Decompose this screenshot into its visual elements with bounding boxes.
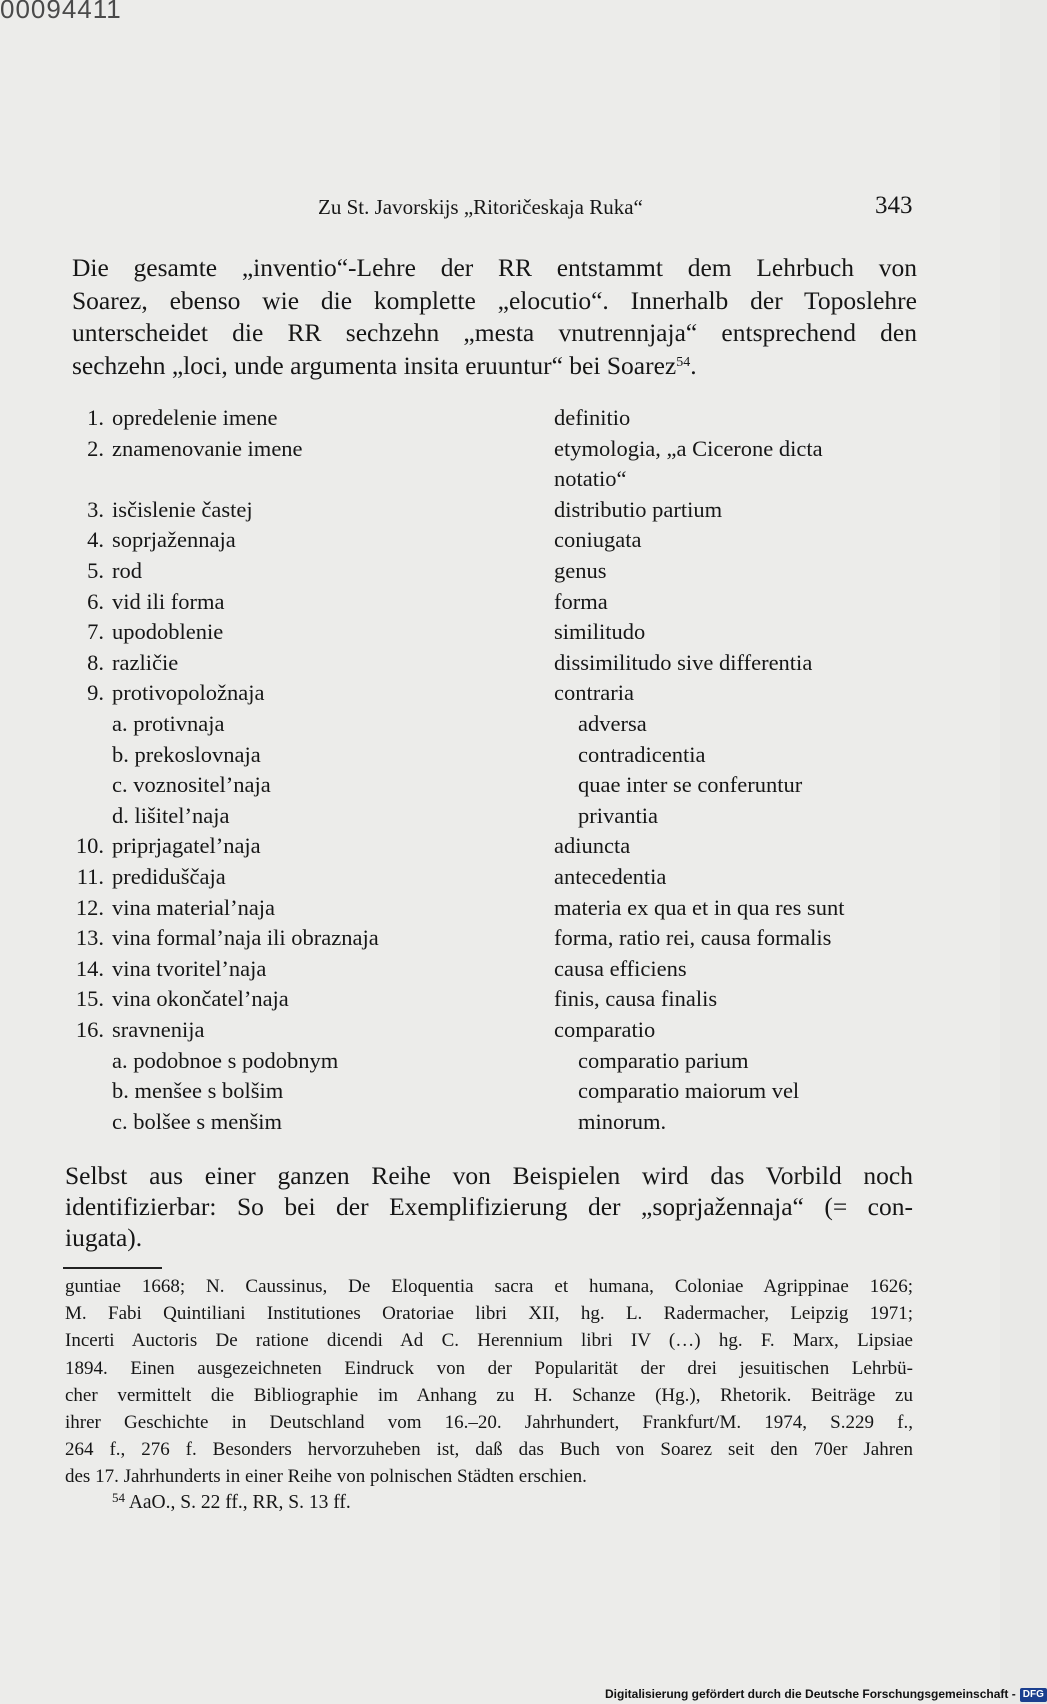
- footnote-line: M. Fabi Quintiliani Institutiones Oratoriae libri XII, hg. L. Radermacher, Leipzig 1971;: [65, 1303, 913, 1325]
- topos-row: [0, 680, 1000, 710]
- topos-number: 5.: [87, 558, 104, 583]
- topos-russian-term: a. podobnoe s podobnym: [112, 1047, 339, 1073]
- text-line: identifizierbar: So bei der Exemplifizierung der „soprjažennaja“ (= con-: [65, 1192, 913, 1221]
- scan-id-stamp: 00094411: [0, 0, 122, 24]
- topos-latin-term: materia ex qua et in qua res sunt: [554, 894, 845, 920]
- topos-number: 10.: [75, 833, 104, 859]
- topos-row: [0, 895, 1000, 925]
- footnote-marker: 54: [112, 1490, 125, 1505]
- topos-latin-term: causa efficiens: [554, 955, 687, 981]
- intro-paragraph: [72, 252, 917, 382]
- footnote-text: AaO., S. 22 ff., RR, S. 13 ff.: [128, 1492, 351, 1513]
- topos-russian-term: prediduščaja: [112, 864, 226, 889]
- topos-number: 8.: [87, 649, 104, 675]
- topos-latin-term: comparatio parium: [578, 1047, 749, 1073]
- topos-latin-term: forma: [554, 588, 608, 614]
- topos-row: [0, 1017, 1000, 1047]
- topos-russian-term: opredelenie imene: [112, 405, 278, 430]
- topos-latin-term: forma, ratio rei, causa formalis: [554, 925, 832, 951]
- topos-latin-term: minorum.: [578, 1108, 667, 1134]
- topos-number: 16.: [75, 1017, 104, 1042]
- topos-row: [0, 833, 1000, 863]
- topos-row: [0, 803, 1000, 833]
- funding-note: Digitalisierung gefördert durch die Deutsche Forschungsgemeinschaft -: [605, 1687, 1016, 1701]
- text-line: Soarez, ebenso wie die komplette „elocutio“. Innerhalb der Toposlehre: [72, 285, 917, 315]
- running-title: Zu St. Javorskijs „Ritoričeskaja Ruka“: [318, 195, 643, 219]
- topos-russian-term: različie: [112, 649, 179, 675]
- topos-latin-term: quae inter se conferuntur: [578, 772, 803, 798]
- topos-latin-term: distributio partium: [554, 496, 723, 522]
- topos-russian-term: rod: [112, 558, 142, 583]
- topos-latin-term: etymologia, „a Cicerone dicta: [554, 435, 823, 461]
- topos-row: [0, 436, 1000, 466]
- topos-row: [0, 466, 1000, 496]
- text-line: iugata).: [65, 1223, 143, 1252]
- footnote-separator: [63, 1267, 162, 1269]
- topos-russian-term: sravnenija: [112, 1017, 205, 1042]
- topos-latin-term: adversa: [578, 711, 647, 736]
- topos-row: [0, 1109, 1000, 1139]
- topos-latin-term: adiuncta: [554, 833, 631, 859]
- topos-latin-term: comparatio: [554, 1017, 656, 1042]
- topos-number: 7.: [87, 619, 104, 645]
- topos-number: 14.: [75, 955, 104, 981]
- topos-russian-term: d. lišitel’naja: [112, 802, 230, 828]
- topos-russian-term: znamenovanie imene: [112, 435, 303, 461]
- topos-russian-term: b. menšee s bolšim: [112, 1078, 284, 1104]
- topos-row: [0, 986, 1000, 1016]
- topos-row: [0, 527, 1000, 557]
- text-line: Selbst aus einer ganzen Reihe von Beispielen wird das Vorbild noch: [65, 1161, 913, 1190]
- closing-paragraph: [65, 1160, 913, 1253]
- text-line-body: sechzehn „loci, unde argumenta insita eruuntur“ bei Soarez: [72, 350, 677, 380]
- funding-footer: [605, 1684, 1044, 1704]
- topos-latin-term: definitio: [554, 405, 631, 430]
- topos-russian-term: vina okončatel’naja: [112, 986, 289, 1012]
- topos-latin-term: contraria: [554, 680, 634, 706]
- topos-number: 9.: [87, 680, 104, 706]
- topos-number: 12.: [75, 894, 104, 920]
- topos-latin-term: antecedentia: [554, 864, 667, 889]
- topos-row: [0, 742, 1000, 772]
- topos-russian-term: c. bolšee s menšim: [112, 1108, 282, 1134]
- topos-number: 6.: [87, 588, 104, 614]
- topos-latin-term: coniugata: [554, 527, 642, 553]
- topos-number: 15.: [75, 986, 104, 1012]
- topos-latin-term: contradicentia: [578, 741, 706, 767]
- footnote-line: ihrer Geschichte in Deutschland vom 16.–20. Jahrhundert, Frankfurt/M. 1974, S.229 f.,: [65, 1412, 913, 1434]
- text-line: Die gesamte „inventio“-Lehre der RR entstammt dem Lehrbuch von: [72, 253, 917, 282]
- topos-russian-term: c. voznositel’naja: [112, 772, 271, 798]
- footnote-line: Incerti Auctoris De ratione dicendi Ad C. Herennium libri IV (…) hg. F. Marx, Lipsiae: [65, 1330, 913, 1352]
- topos-russian-term: vid ili forma: [112, 588, 225, 614]
- topos-row: [0, 405, 1000, 435]
- footnote-54: [112, 1492, 351, 1514]
- topos-russian-term: b. prekoslovnaja: [112, 741, 261, 767]
- topos-row: [0, 1078, 1000, 1108]
- footnote-line: 264 f., 276 f. Besonders hervorzuheben ist, daß das Buch von Soarez seit den 70er Jahren: [65, 1439, 913, 1461]
- topos-row: [0, 650, 1000, 680]
- footnote-line: guntiae 1668; N. Caussinus, De Eloquentia sacra et humana, Coloniae Agrippinae 1626;: [65, 1276, 913, 1297]
- topos-latin-term: genus: [554, 558, 607, 583]
- page-number: 343: [875, 192, 913, 219]
- topos-row: [0, 772, 1000, 802]
- topos-number: 2.: [87, 435, 104, 461]
- footnote-line: des 17. Jahrhunderts in einer Reihe von polnischen Städten erschien.: [65, 1466, 587, 1488]
- footnote-reference: 54: [676, 354, 691, 370]
- topos-latin-term: privantia: [578, 802, 658, 828]
- dfg-logo-icon: DFG: [1020, 1688, 1047, 1702]
- topos-latin-term: notatio“: [554, 466, 627, 492]
- topos-russian-term: vina tvoritel’naja: [112, 955, 267, 981]
- topos-latin-term: finis, causa finalis: [554, 986, 718, 1012]
- topos-row: [0, 925, 1000, 955]
- topos-number: 4.: [87, 527, 104, 553]
- text-line: [72, 350, 917, 383]
- footnote-line: 1894. Einen ausgezeichneten Eindruck von der Popularität der drei jesuitischen Lehrbü-: [65, 1357, 913, 1379]
- topos-russian-term: vina formal’naja ili obraznaja: [112, 925, 379, 951]
- topos-number: 3.: [87, 496, 104, 522]
- topos-row: [0, 864, 1000, 894]
- topos-row: [0, 558, 1000, 588]
- topos-row: [0, 619, 1000, 649]
- topos-number: 1.: [87, 405, 104, 430]
- topos-latin-term: dissimilitudo sive differentia: [554, 649, 813, 675]
- topos-row: [0, 589, 1000, 619]
- topos-number: 13.: [75, 925, 104, 951]
- topos-number: 11.: [76, 864, 104, 889]
- footnote-continued: [65, 1273, 913, 1491]
- topos-russian-term: vina material’naja: [112, 894, 276, 920]
- topos-row: [0, 497, 1000, 527]
- topos-russian-term: a. protivnaja: [112, 711, 225, 736]
- topos-russian-term: soprjažennaja: [112, 527, 236, 553]
- text-line: unterscheidet die RR sechzehn „mesta vnutrennjaja“ entsprechend den: [72, 318, 917, 347]
- topos-russian-term: protivopoložnaja: [112, 680, 265, 706]
- topos-row: [0, 956, 1000, 986]
- topos-row: [0, 711, 1000, 741]
- sentence-end: .: [690, 350, 697, 380]
- topos-latin-term: similitudo: [554, 619, 646, 645]
- topos-row: [0, 1048, 1000, 1078]
- topos-latin-term: comparatio maiorum vel: [578, 1078, 800, 1104]
- topos-russian-term: priprjagatel’naja: [112, 833, 261, 859]
- footnote-line: cher vermittelt die Bibliographie im Anhang zu H. Schanze (Hg.), Rhetorik. Beiträge zu: [65, 1384, 913, 1406]
- topos-russian-term: upodoblenie: [112, 619, 224, 645]
- topos-russian-term: isčislenie častej: [112, 496, 253, 522]
